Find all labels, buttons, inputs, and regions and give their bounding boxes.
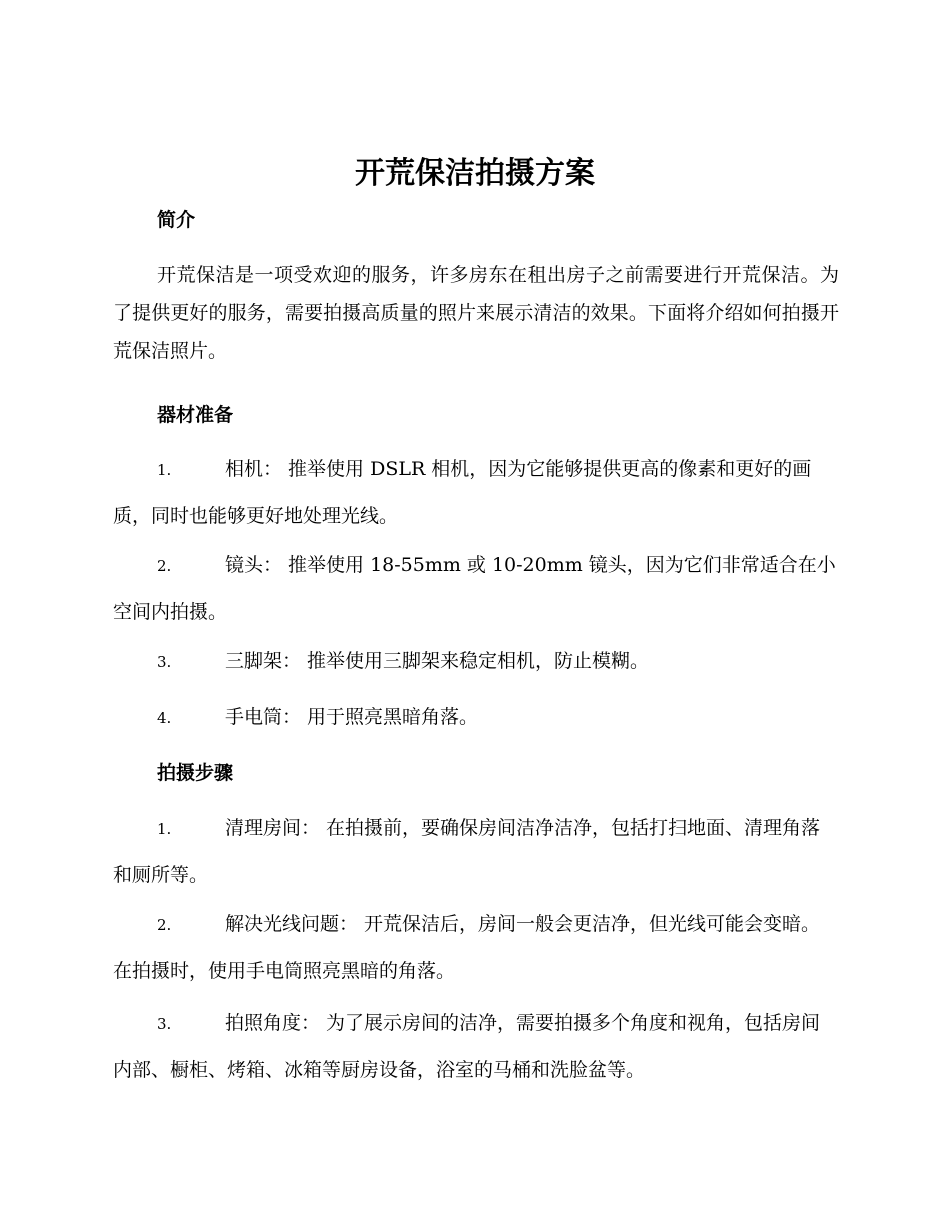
equipment-item [113, 446, 839, 539]
list-number: 1. [157, 820, 172, 838]
list-number: 1. [157, 461, 172, 479]
list-number: 4. [157, 709, 172, 727]
list-item-text: 解决光线问题： 开荒保洁后，房间一般会更洁净，但光线可能会变暗。在拍摄时，使用手电筒照亮黑暗的角落。 [113, 913, 821, 982]
list-item-text: 拍照角度： 为了展示房间的洁净，需要拍摄多个角度和视角，包括房间内部、橱柜、烤箱、冰箱等厨房设备，浴室的马桶和洗脸盆等。 [113, 1012, 821, 1081]
intro-paragraph: 开荒保洁是一项受欢迎的服务，许多房东在租出房子之前需要进行开荒保洁。为了提供更好的服务，需要拍摄高质量的照片来展示清洁的效果。下面将介绍如何拍摄开荒保洁照片。 [113, 264, 839, 362]
section-heading-steps: 拍摄步骤 [157, 762, 234, 784]
list-item-text: 三脚架： 推举使用三脚架来稳定相机，防止模糊。 [225, 650, 650, 672]
equipment-item [113, 638, 839, 685]
document-title: 开荒保洁拍摄方案 [355, 156, 595, 191]
list-item-text: 清理房间： 在拍摄前，要确保房间洁净洁净，包括打扫地面、清理角落和厕所等。 [113, 817, 821, 886]
list-item-text: 相机： 推举使用 DSLR 相机，因为它能够提供更高的像素和更好的画质，同时也能够更好地处理光线。 [113, 458, 812, 527]
list-item-text: 手电筒： 用于照亮黑暗角落。 [225, 706, 479, 728]
list-item-text: 镜头： 推举使用 18-55mm 或 10-20mm 镜头，因为它们非常适合在小空间内拍摄。 [113, 554, 836, 623]
equipment-item [113, 694, 839, 741]
step-item [113, 901, 839, 994]
equipment-item [113, 542, 839, 635]
section-heading-equipment: 器材准备 [157, 404, 234, 426]
step-item [113, 805, 839, 898]
step-item [113, 1000, 839, 1093]
list-number: 3. [157, 653, 172, 671]
list-number: 2. [157, 916, 172, 934]
section-heading-intro: 简介 [157, 209, 196, 231]
list-number: 2. [157, 557, 172, 575]
list-number: 3. [157, 1015, 172, 1033]
